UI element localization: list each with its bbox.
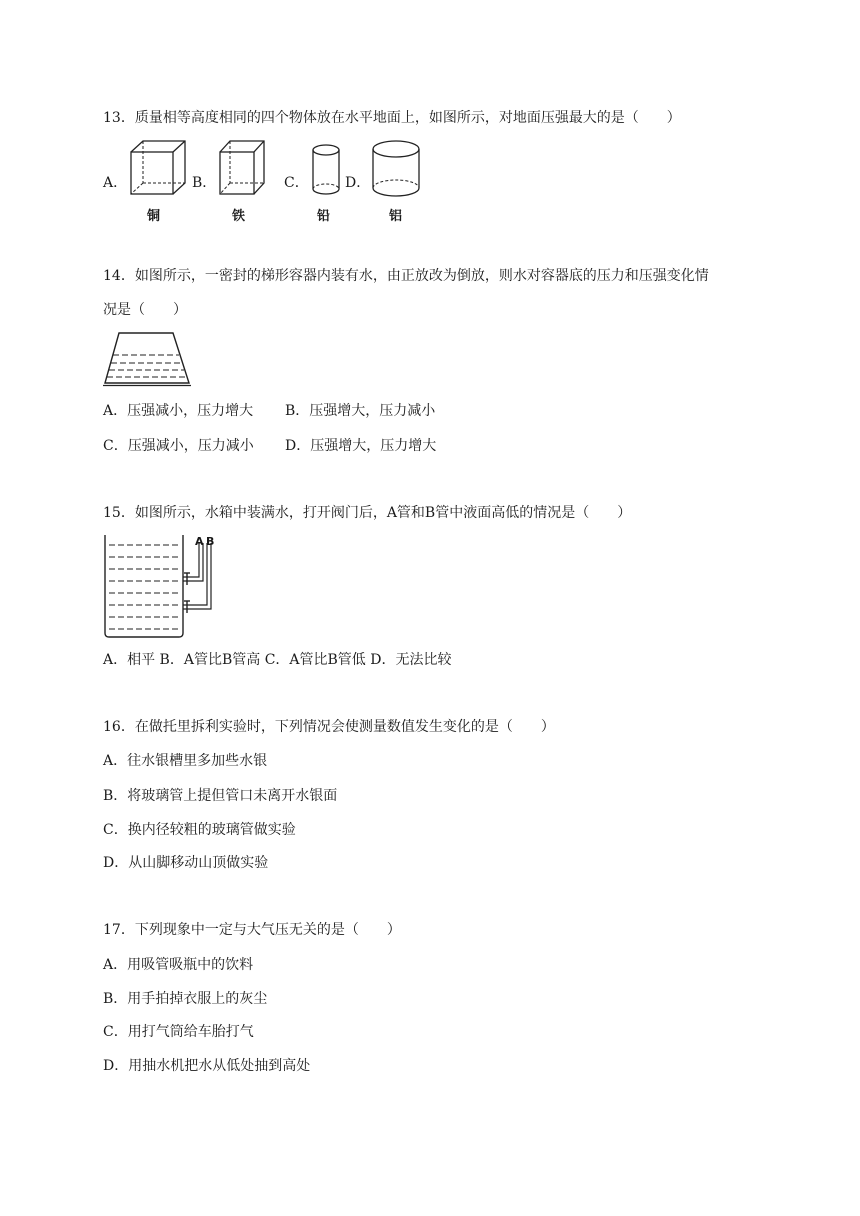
q14-option-b[interactable]: B．压强增大，压力减小 xyxy=(285,403,436,419)
q17-option-b[interactable]: B．用手拍掉衣服上的灰尘 xyxy=(103,991,268,1007)
q13-option-c[interactable]: C． xyxy=(284,175,309,191)
copper-label: 铜 xyxy=(147,209,161,224)
q13-option-b[interactable]: B． xyxy=(192,175,217,191)
aluminum-label: 铝 xyxy=(389,209,403,224)
q16-option-b[interactable]: B．将玻璃管上提但管口未离开水银面 xyxy=(103,788,338,804)
q16-stem: 16．在做托里拆利实验时，下列情况会使测量数值发生变化的是（ ） xyxy=(103,719,555,735)
q13-option-d[interactable]: D． xyxy=(345,175,371,191)
q17-option-d[interactable]: D．用抽水机把水从低处抽到高处 xyxy=(103,1058,311,1074)
q17-option-a[interactable]: A．用吸管吸瓶中的饮料 xyxy=(103,957,254,973)
q16-option-d[interactable]: D．从山脚移动山顶做实验 xyxy=(103,855,269,871)
trapezoid-container-figure xyxy=(103,331,191,387)
q13-stem: 13．质量相等高度相同的四个物体放在水平地面上，如图所示，对地面压强最大的是（ ） xyxy=(103,110,681,126)
copper-cube-figure xyxy=(130,140,186,196)
lead-label: 铅 xyxy=(317,209,331,224)
water-tank-figure xyxy=(103,533,223,639)
q14-option-a[interactable]: A．压强减小，压力增大 xyxy=(103,403,254,419)
q16-option-c[interactable]: C．换内径较粗的玻璃管做实验 xyxy=(103,822,296,838)
pipe-b-label: B xyxy=(206,535,215,548)
q17-stem: 17．下列现象中一定与大气压无关的是（ ） xyxy=(103,922,401,938)
q14-option-d[interactable]: D．压强增大，压力增大 xyxy=(285,438,437,454)
q15-options[interactable]: A．相平 B．A管比B管高 C．A管比B管低 D．无法比较 xyxy=(103,652,452,668)
q13-option-a[interactable]: A． xyxy=(103,175,128,191)
iron-cube-figure xyxy=(219,140,265,196)
q14-option-c[interactable]: C．压强减小，压力减小 xyxy=(103,438,254,454)
q15-stem: 15．如图所示，水箱中装满水，打开阀门后，A管和B管中液面高低的情况是（ ） xyxy=(103,505,632,521)
pipe-a-label: A xyxy=(195,535,204,548)
lead-cylinder-figure xyxy=(311,144,341,196)
q14-stem-line2: 况是（ ） xyxy=(103,302,187,318)
q17-option-c[interactable]: C．用打气筒给车胎打气 xyxy=(103,1024,254,1040)
q14-stem-line1: 14．如图所示，一密封的梯形容器内装有水，由正放改为倒放，则水对容器底的压力和压强变化情 xyxy=(103,268,709,284)
q16-option-a[interactable]: A．往水银槽里多加些水银 xyxy=(103,753,268,769)
iron-label: 铁 xyxy=(232,209,246,224)
aluminum-cylinder-figure xyxy=(371,140,421,198)
